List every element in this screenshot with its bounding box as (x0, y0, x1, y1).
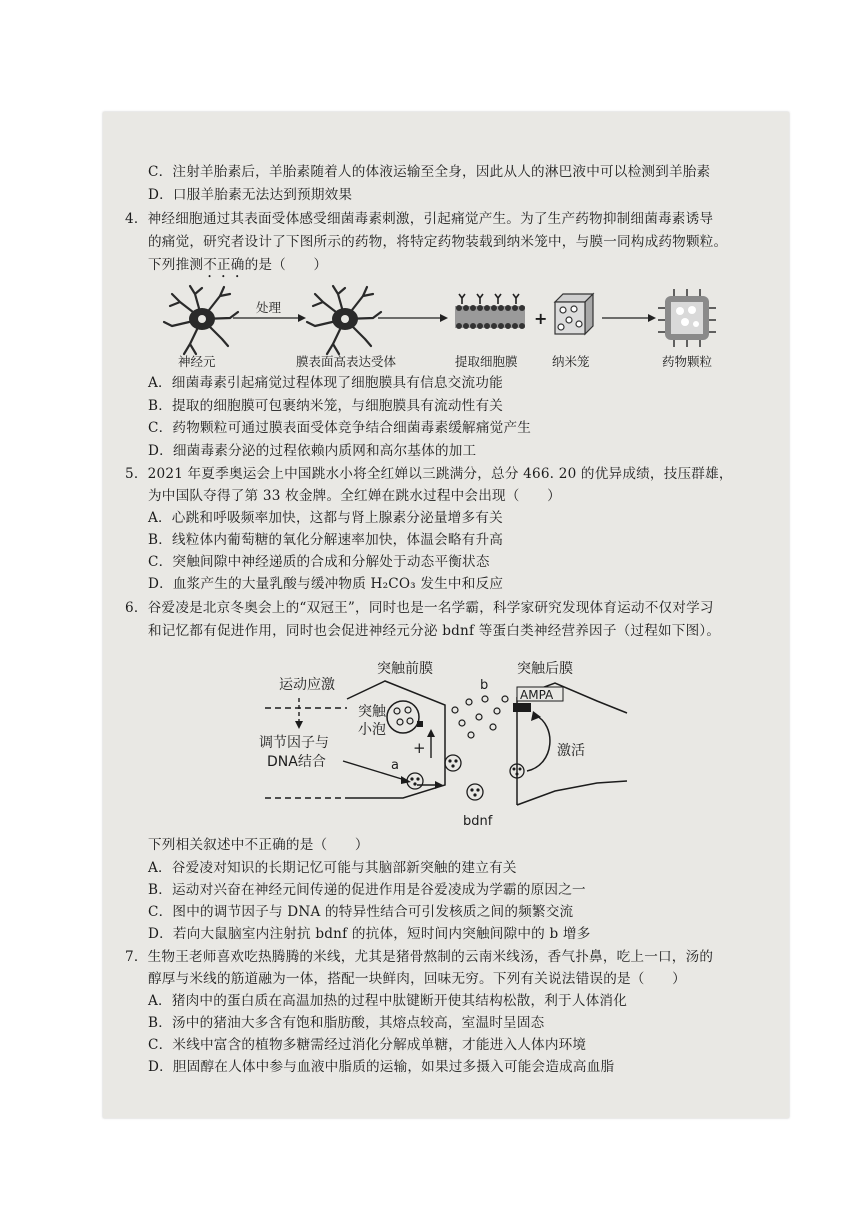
q4-stem-line2: 的痛觉，研究者设计了下图所示的药物，将特定药物装载到纳米笼中，与膜一同构成药物颗粒。 (148, 234, 728, 250)
q6-stem-line1: 6．谷爱凌是北京冬奥会上的“双冠王”，同时也是一名学霸，科学家研究发现体育运动不仅对学习 (125, 600, 714, 616)
q4-option-a: A．细菌毒素引起痛觉过程体现了细胞膜具有信息交流功能 (148, 375, 503, 391)
label-factor-line2: DNA结合 (267, 754, 326, 770)
presynaptic-terminal (347, 681, 445, 798)
caption-neuron: 神经元 (178, 354, 216, 369)
q4-option-b: B．提取的细胞膜可包裹纳米笼，与细胞膜具有流动性有关 (148, 398, 504, 414)
q4-figure (150, 284, 740, 376)
caption-nanocage: 纳米笼 (552, 354, 590, 369)
q6-stem-line3: 下列相关叙述中不正确的是（ ） (148, 837, 369, 853)
caption-membrane: 提取细胞膜 (455, 354, 518, 369)
q6-option-a: A．谷爱凌对知识的长期记忆可能与其脑部新突触的建立有关 (148, 860, 517, 876)
cell-membrane-illustration (455, 294, 525, 329)
q6-stem-line2: 和记忆都有促进作用，同时也会促进神经元分泌 bdnf 等蛋白类神经营养因子（过程如下图）。 (148, 623, 721, 639)
q7-option-b: B．汤中的猪油大多含有饱和脂肪酸，其熔点较高，室温时呈固态 (148, 1015, 545, 1031)
q5-stem-line1: 5．2021 年夏季奥运会上中国跳水小将全红婵以三跳满分，总分 466. 20 的优异成绩，技压群雄， (125, 466, 733, 482)
label-ampa: AMPA (520, 688, 554, 702)
q5-option-d: D．血浆产生的大量乳酸与缓冲物质 H₂CO₃ 发生中和反应 (148, 576, 504, 592)
label-a: a (391, 758, 399, 773)
label-postsynaptic-membrane: 突触后膜 (517, 661, 573, 677)
label-factor-line1: 调节因子与 (259, 735, 329, 751)
q6-option-d: D．若向大鼠脑室内注射抗 bdnf 的抗体，短时间内突触间隙中的 b 增多 (148, 926, 591, 942)
q6-synapse-diagram (255, 655, 630, 830)
q3-option-c: C．注射羊胎素后，羊胎素随着人的体液运输至全身，因此从人的淋巴液中可以检测到羊胎素 (148, 164, 711, 180)
plus-sign: + (534, 309, 548, 328)
q4-option-c: C．药物颗粒可通过膜表面受体竞争结合细菌毒素缓解痛觉产生 (148, 420, 532, 436)
synaptic-vesicle (387, 701, 419, 733)
arrow-label-process: 处理 (256, 300, 282, 315)
q7-option-a: A．猪肉中的蛋白质在高温加热的过程中肽键断开使其结构松散，利于人体消化 (148, 993, 628, 1009)
q6-option-c: C．图中的调节因子与 DNA 的特异性结合可引发核质之间的频繁交流 (148, 904, 574, 920)
label-b: b (480, 678, 489, 693)
q5-option-b: B．线粒体内葡萄糖的氧化分解速率加快，体温会略有升高 (148, 532, 504, 548)
ampa-receptor (513, 703, 531, 712)
label-bdnf: bdnf (463, 814, 493, 829)
q4-stem-line3: 下列推测不正确的是（ ） (148, 257, 328, 273)
q4-stem-line1: 4．神经细胞通过其表面受体感受细菌毒素刺激，引起痛觉产生。为了生产药物抑制细菌毒素诱导 (125, 211, 714, 227)
q7-stem-line1: 7．生物王老师喜欢吃热腾腾的米线，尤其是猪骨熬制的云南米线汤，香气扑鼻，吃上一口，汤的 (125, 949, 714, 965)
q6-option-b: B．运动对兴奋在神经元间传递的促进作用是谷爱凌成为学霸的原因之一 (148, 882, 586, 898)
plus-sign-synapse: + (413, 739, 426, 757)
q7-option-c: C．米线中富含的植物多糖需经过消化分解成单糖，才能进入人体内环境 (148, 1037, 587, 1053)
q3-option-d: D．口服羊胎素无法达到预期效果 (148, 187, 353, 203)
caption-drug-particle: 药物颗粒 (662, 354, 713, 369)
label-presynaptic-membrane: 突触前膜 (377, 661, 433, 677)
caption-receptor: 膜表面高表达受体 (296, 354, 397, 369)
drug-particle-illustration (658, 289, 716, 347)
q5-stem-line2: 为中国队夺得了第 33 枚金牌。全红婵在跳水过程中会出现（ ） (148, 488, 561, 504)
q7-option-d: D．胆固醇在人体中参与血液中脂质的运输，如果过多摄入可能会造成高血脂 (148, 1059, 615, 1075)
q5-option-c: C．突触间隙中神经递质的合成和分解处于动态平衡状态 (148, 554, 490, 570)
label-activate: 激活 (557, 743, 585, 759)
label-exercise-stress: 运动应激 (279, 677, 335, 693)
q4-option-d: D．细菌毒素分泌的过程依赖内质网和高尔基体的加工 (148, 443, 477, 459)
q7-stem-line2: 醇厚与米线的筋道融为一体，搭配一块鲜肉，回味无穷。下列有关说法错误的是（ ） (148, 971, 686, 987)
q5-option-a: A．心跳和呼吸频率加快，这都与肾上腺素分泌量增多有关 (148, 510, 503, 526)
nanocage-illustration (555, 294, 593, 334)
neurotransmitter-molecules (452, 696, 508, 738)
label-vesicle-line2: 小泡 (358, 722, 386, 738)
label-vesicle-line1: 突触 (358, 704, 386, 720)
